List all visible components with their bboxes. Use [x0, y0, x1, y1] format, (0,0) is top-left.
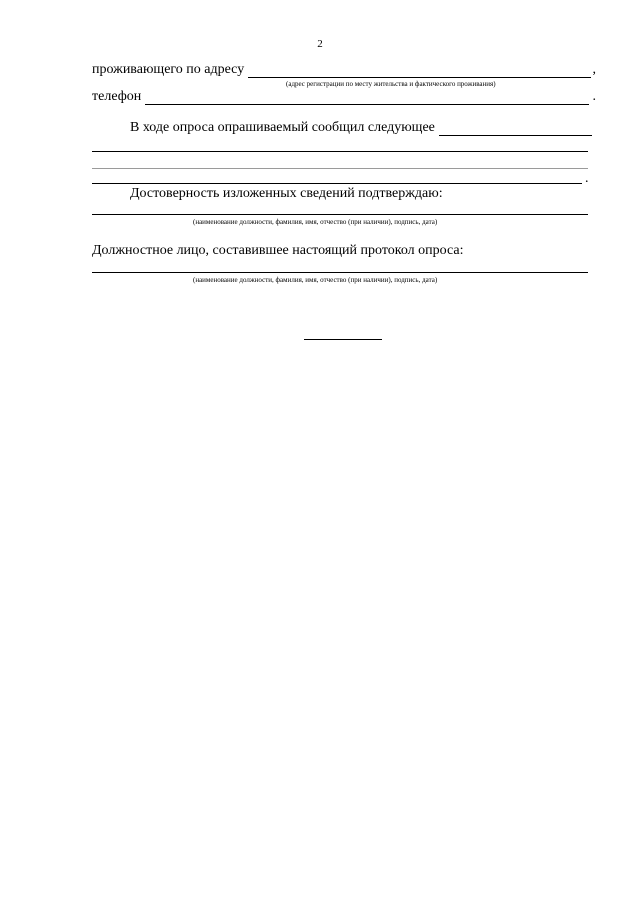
official-signature-line[interactable]: [92, 272, 588, 273]
official-hint: (наименование должности, фамилия, имя, отчество (при наличии), подпись, дата): [193, 276, 438, 284]
address-label: проживающего по адресу: [92, 62, 245, 77]
confirmation-signature-line[interactable]: [92, 214, 588, 215]
confirmation-hint: (наименование должности, фамилия, имя, отчество (при наличии), подпись, дата): [193, 218, 438, 226]
survey-line-3[interactable]: [92, 168, 588, 169]
address-field[interactable]: [248, 63, 590, 78]
survey-field-first[interactable]: [439, 121, 592, 136]
survey-period: .: [585, 171, 589, 186]
phone-period: .: [592, 89, 596, 104]
phone-field[interactable]: [145, 90, 588, 105]
phone-row: [92, 89, 596, 105]
survey-row: [130, 120, 592, 136]
address-hint: (адрес регистрации по месту жительства и фактического проживания): [286, 80, 496, 88]
closing-divider: [304, 339, 382, 340]
page-number: 2: [317, 38, 323, 50]
phone-label: телефон: [92, 89, 142, 104]
official-label: Должностное лицо, составившее настоящий протокол опроса:: [92, 243, 464, 258]
survey-label: В ходе опроса опрашиваемый сообщил следующее: [130, 120, 435, 135]
survey-line-2[interactable]: [92, 151, 588, 152]
survey-line-4[interactable]: [92, 183, 582, 184]
address-comma: ,: [592, 62, 596, 77]
confirmation-label: Достоверность изложенных сведений подтверждаю:: [130, 186, 443, 201]
address-row: [92, 62, 596, 78]
